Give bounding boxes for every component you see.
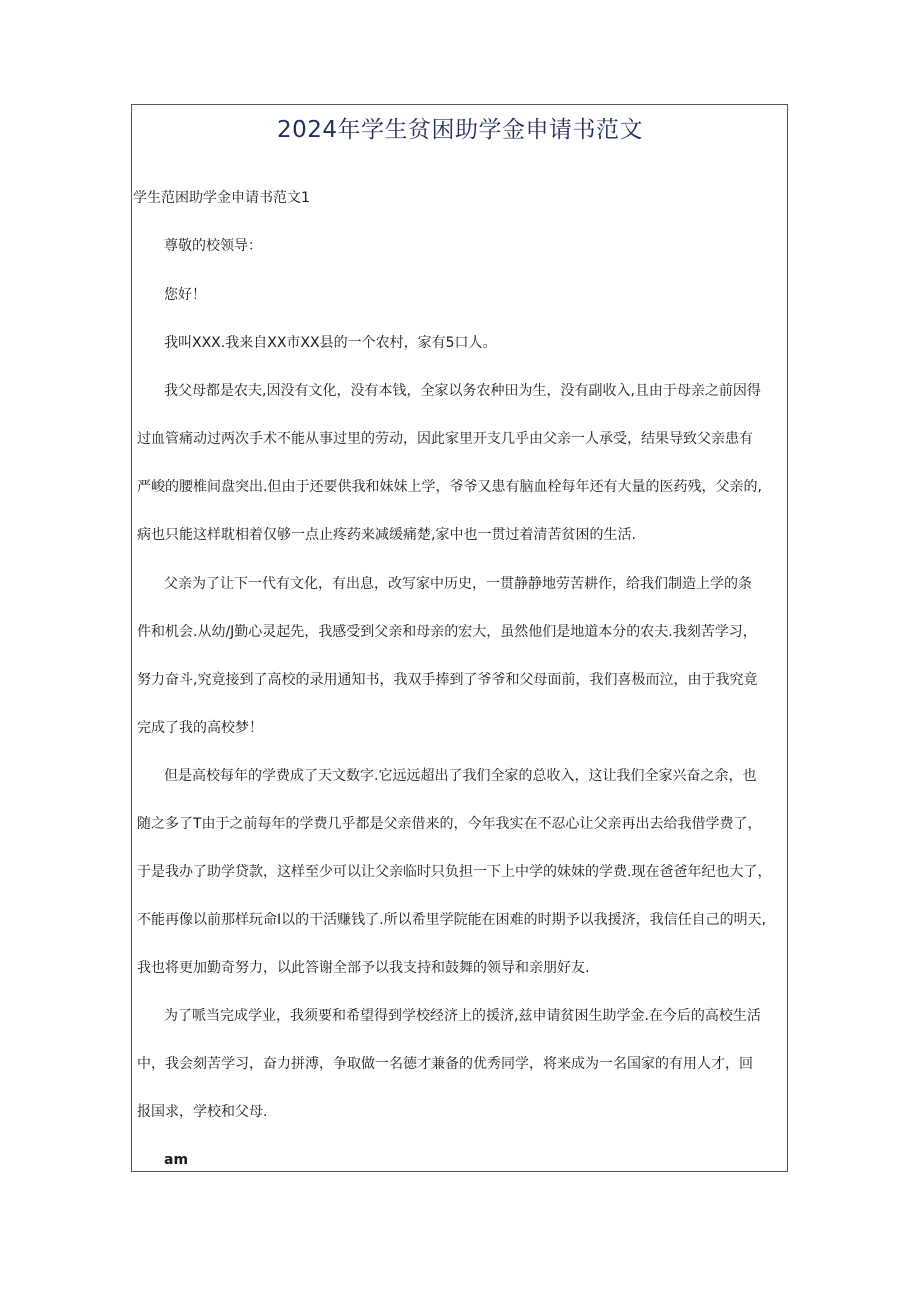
paragraph-4-line-3: 报国求，学校和父母.	[137, 1104, 268, 1120]
paragraph-2-line-4: 完成了我的高校梦！	[137, 720, 263, 736]
paragraph-1-line-4: 病也只能这样耽相着仅够一点止疼药来减缓痛楚,家中也一贯过着清苦贫困的生活.	[137, 527, 636, 543]
paragraph-3-line-2: 随之多了T由于之前每年的学费几乎都是父亲借来的，今年我实在不忍心让父亲再出去给我借学费了，	[137, 816, 762, 832]
paragraph-3-line-1: 但是高校每年的学费成了天文数字.它远远超出了我们全家的总收入，这让我们全家兴奋之余，也	[164, 768, 757, 784]
paragraph-3-line-5: 我也将更加勤奇努力，以此答谢全部予以我支持和鼓舞的领导和亲朋好友.	[137, 960, 590, 976]
paragraph-1-line-1: 我父母都是农夫,因没有文化，没有本钱，全家以务农种田为生，没有副收入,且由于母亲之前因得	[164, 383, 761, 399]
closing-fragment: am	[164, 1152, 189, 1168]
paragraph-3-line-4: 不能再像以前那样玩命I以的干活赚钱了.所以希里学院能在困难的时期予以我援济，我信任自己的明天,	[137, 912, 767, 928]
paragraph-2-line-3: 努力奋斗,究竟接到了高校的录用通知书，我双手捧到了爷爷和父母面前，我们喜极而泣，由于我究竟	[137, 672, 758, 688]
paragraph-4-line-2: 中，我会刻苦学习，奋力拼溥，争取做一名德才兼备的优秀同学，将来成为一名国家的有用人才，回	[137, 1056, 753, 1072]
paragraph-3-line-3: 于是我办了助学贷款，这样至少可以让父亲临时只负担一下上中学的妹妹的学费.现在爸爸年纪也大了，	[137, 864, 772, 880]
greeting: 您好！	[164, 287, 206, 303]
paragraph-1-line-3: 严峻的腰椎间盘突出.但由于还要供我和妹妹上学，爷爷又患有脑血栓每年还有大量的医药残，父亲的,	[137, 479, 762, 495]
document-title: 2024年学生贫困助学金申请书范文	[276, 117, 644, 143]
paragraph-1-line-2: 过血管痛动过两次手术不能从事过里的劳动，因此家里开支几乎由父亲一人承受，结果导致父亲患有	[137, 431, 753, 447]
paragraph-2-line-1: 父亲为了让下一代有文化，有出息，改写家中历史，一贯静静地劳苦耕作，给我们制造上学的条	[164, 576, 752, 592]
salutation: 尊敬的校领导：	[164, 238, 262, 254]
paragraph-4-line-1: 为了哌当完成学业，我须要和希望得到学校经济上的援济,兹申请贫困生助学金.在今后的高校生活	[164, 1008, 761, 1024]
section-heading: 学生范困助学金申请书范文1	[133, 190, 310, 206]
intro-line: 我叫XXX.我来自XX市XX县的一个农村，家有5口人。	[164, 335, 497, 351]
paragraph-2-line-2: 件和机会.从幼/J勤心灵起先，我感受到父亲和母亲的宏大，虽然他们是地道本分的农夫.我刻苦学习，	[137, 624, 757, 640]
